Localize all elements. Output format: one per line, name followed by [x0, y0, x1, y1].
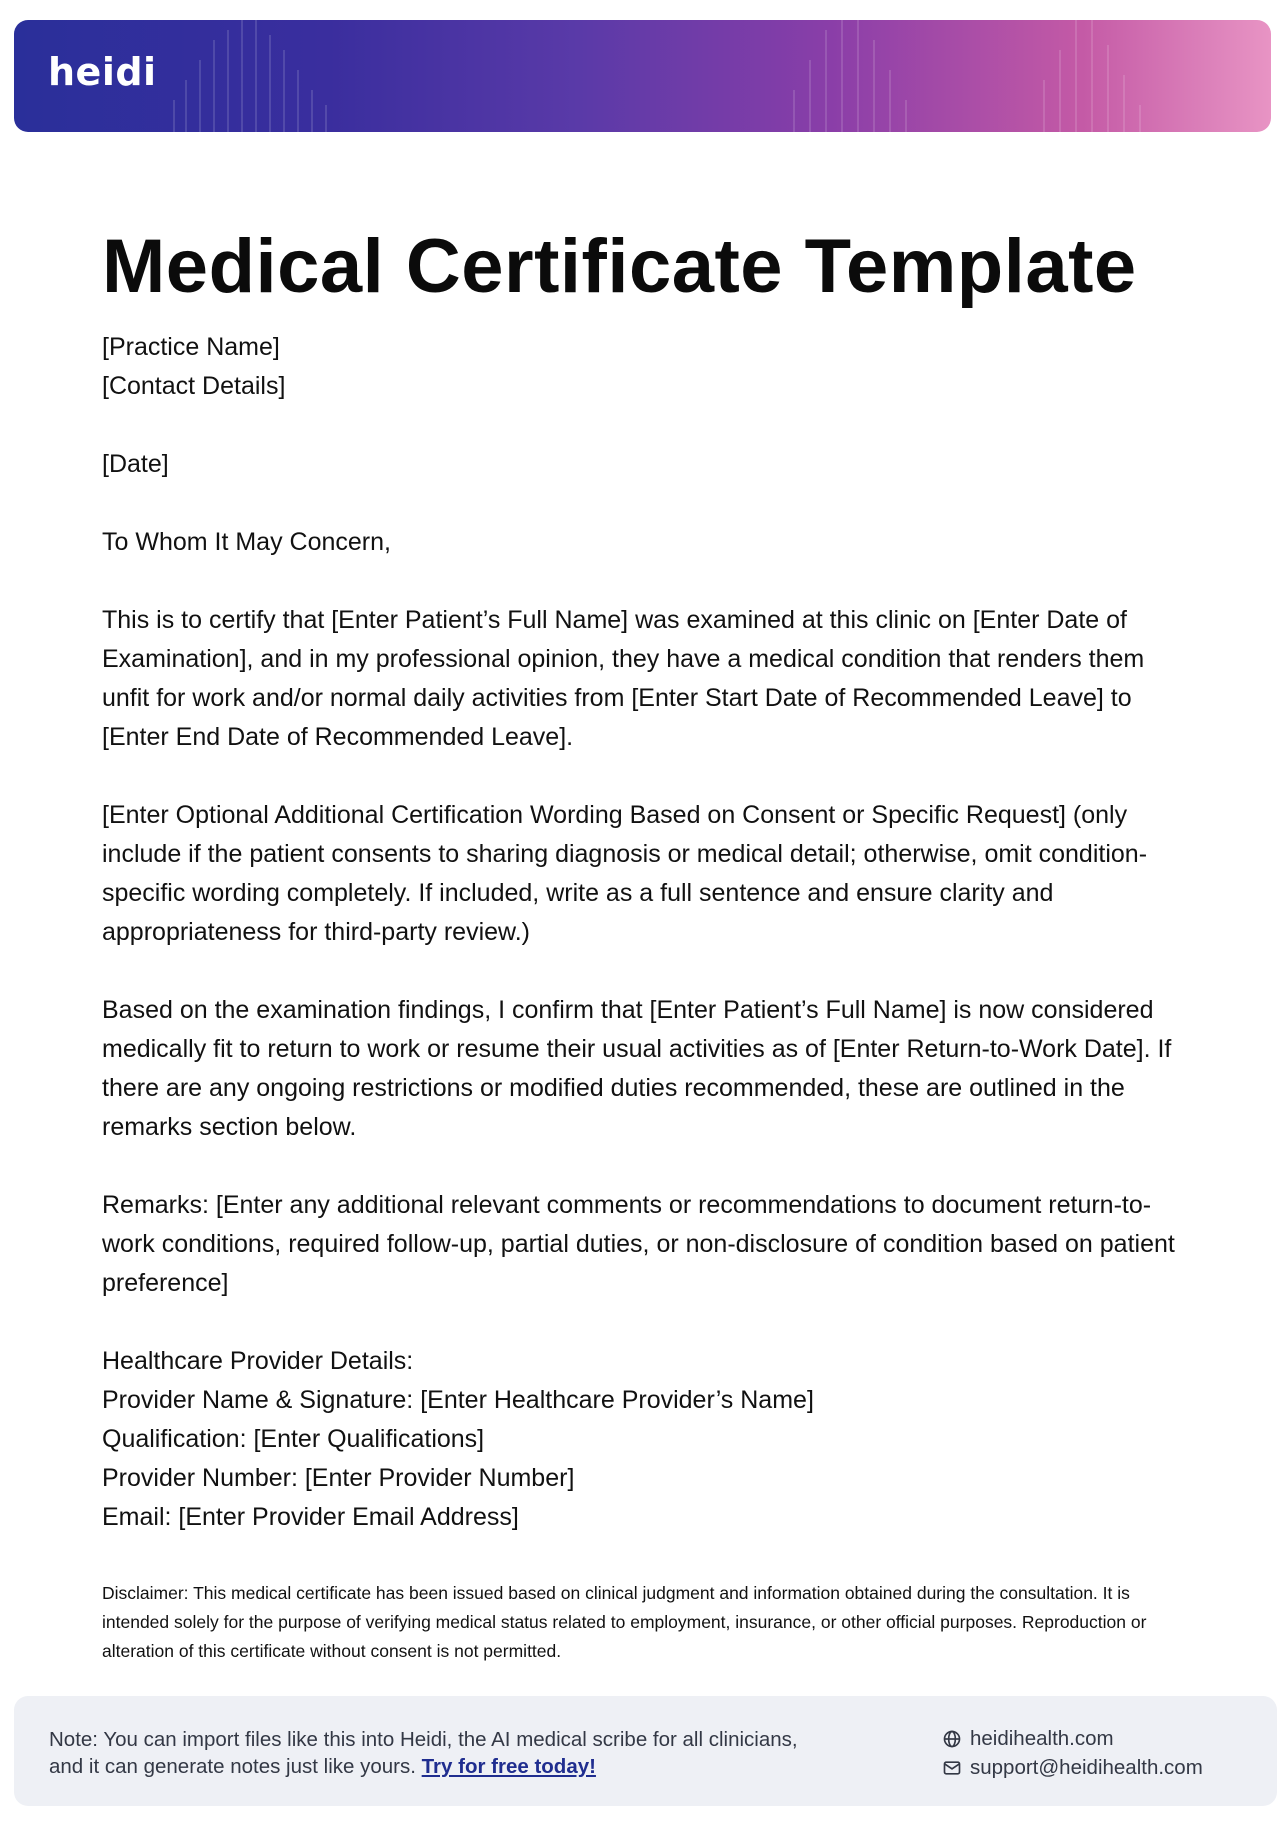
footer-note-text: Note: You can import files like this into Heidi, the AI medical scribe for all clinicians, and it can generate notes just like yours. — [49, 1728, 798, 1778]
heidi-logo: heidi — [48, 50, 157, 94]
disclaimer: Disclaimer: This medical certificate has been issued based on clinical judgment and information obtained during the consultation. It is intended solely for the purpose of verifying medical status related to employment, insurance, or other official purposes. Reproduction or alteration of this certificate without consent is not permitted. — [102, 1583, 1147, 1661]
footer-note — [49, 1726, 809, 1780]
return-to-work-paragraph: Based on the examination findings, I confirm that [Enter Patient’s Full Name] is now considered medically fit to return to work or resume their usual activities as of [Enter Return-to-Work Date]. If there are any ongoing restrictions or modified duties recommended, these are outlined in the remarks section below. — [102, 996, 1172, 1141]
footer-note-box — [14, 1696, 1277, 1806]
qualification-line: Qualification: [Enter Qualifications] — [102, 1425, 485, 1453]
website-link[interactable]: heidihealth.com — [970, 1727, 1114, 1750]
try-free-link[interactable]: Try for free today! — [421, 1755, 596, 1778]
salutation: To Whom It May Concern, — [102, 528, 391, 556]
practice-name: [Practice Name] — [102, 333, 280, 361]
certificate-document — [102, 222, 1192, 1684]
globe-icon — [942, 1729, 962, 1749]
support-email-link[interactable]: support@heidihealth.com — [970, 1756, 1203, 1779]
provider-number-line: Provider Number: [Enter Provider Number] — [102, 1464, 575, 1492]
header-banner — [14, 20, 1271, 132]
website-row[interactable] — [942, 1724, 1203, 1753]
remarks-paragraph: Remarks: [Enter any additional relevant comments or recommendations to document return-to-work conditions, required follow-up, partial duties, or non-disclosure of condition based on patient preference] — [102, 1191, 1175, 1297]
footer-contacts — [942, 1724, 1203, 1782]
provider-details-heading: Healthcare Provider Details: — [102, 1347, 414, 1375]
banner-decorative-stripes — [14, 20, 1271, 132]
mail-icon — [942, 1758, 962, 1778]
provider-email-line: Email: [Enter Provider Email Address] — [102, 1503, 519, 1531]
optional-wording-paragraph: [Enter Optional Additional Certification Wording Based on Consent or Specific Request] (only include if the patient consents to sharing diagnosis or medical detail; otherwise, omit condition-specific wording completely. If included, write as a full sentence and ensure clarity and appropriateness for third-party review.) — [102, 801, 1148, 946]
page-title: Medical Certificate Template — [102, 224, 1137, 309]
support-email-row[interactable] — [942, 1753, 1203, 1782]
certificate-date: [Date] — [102, 450, 169, 478]
contact-details: [Contact Details] — [102, 372, 286, 400]
certification-paragraph: This is to certify that [Enter Patient’s Full Name] was examined at this clinic on [Enter Date of Examination], and in my professional opinion, they have a medical condition that renders them unfit for work and/or normal daily activities from [Enter Start Date of Recommended Leave] to [Enter End Date of Recommended Leave]. — [102, 606, 1145, 751]
provider-name-line: Provider Name & Signature: [Enter Healthcare Provider’s Name] — [102, 1386, 814, 1414]
